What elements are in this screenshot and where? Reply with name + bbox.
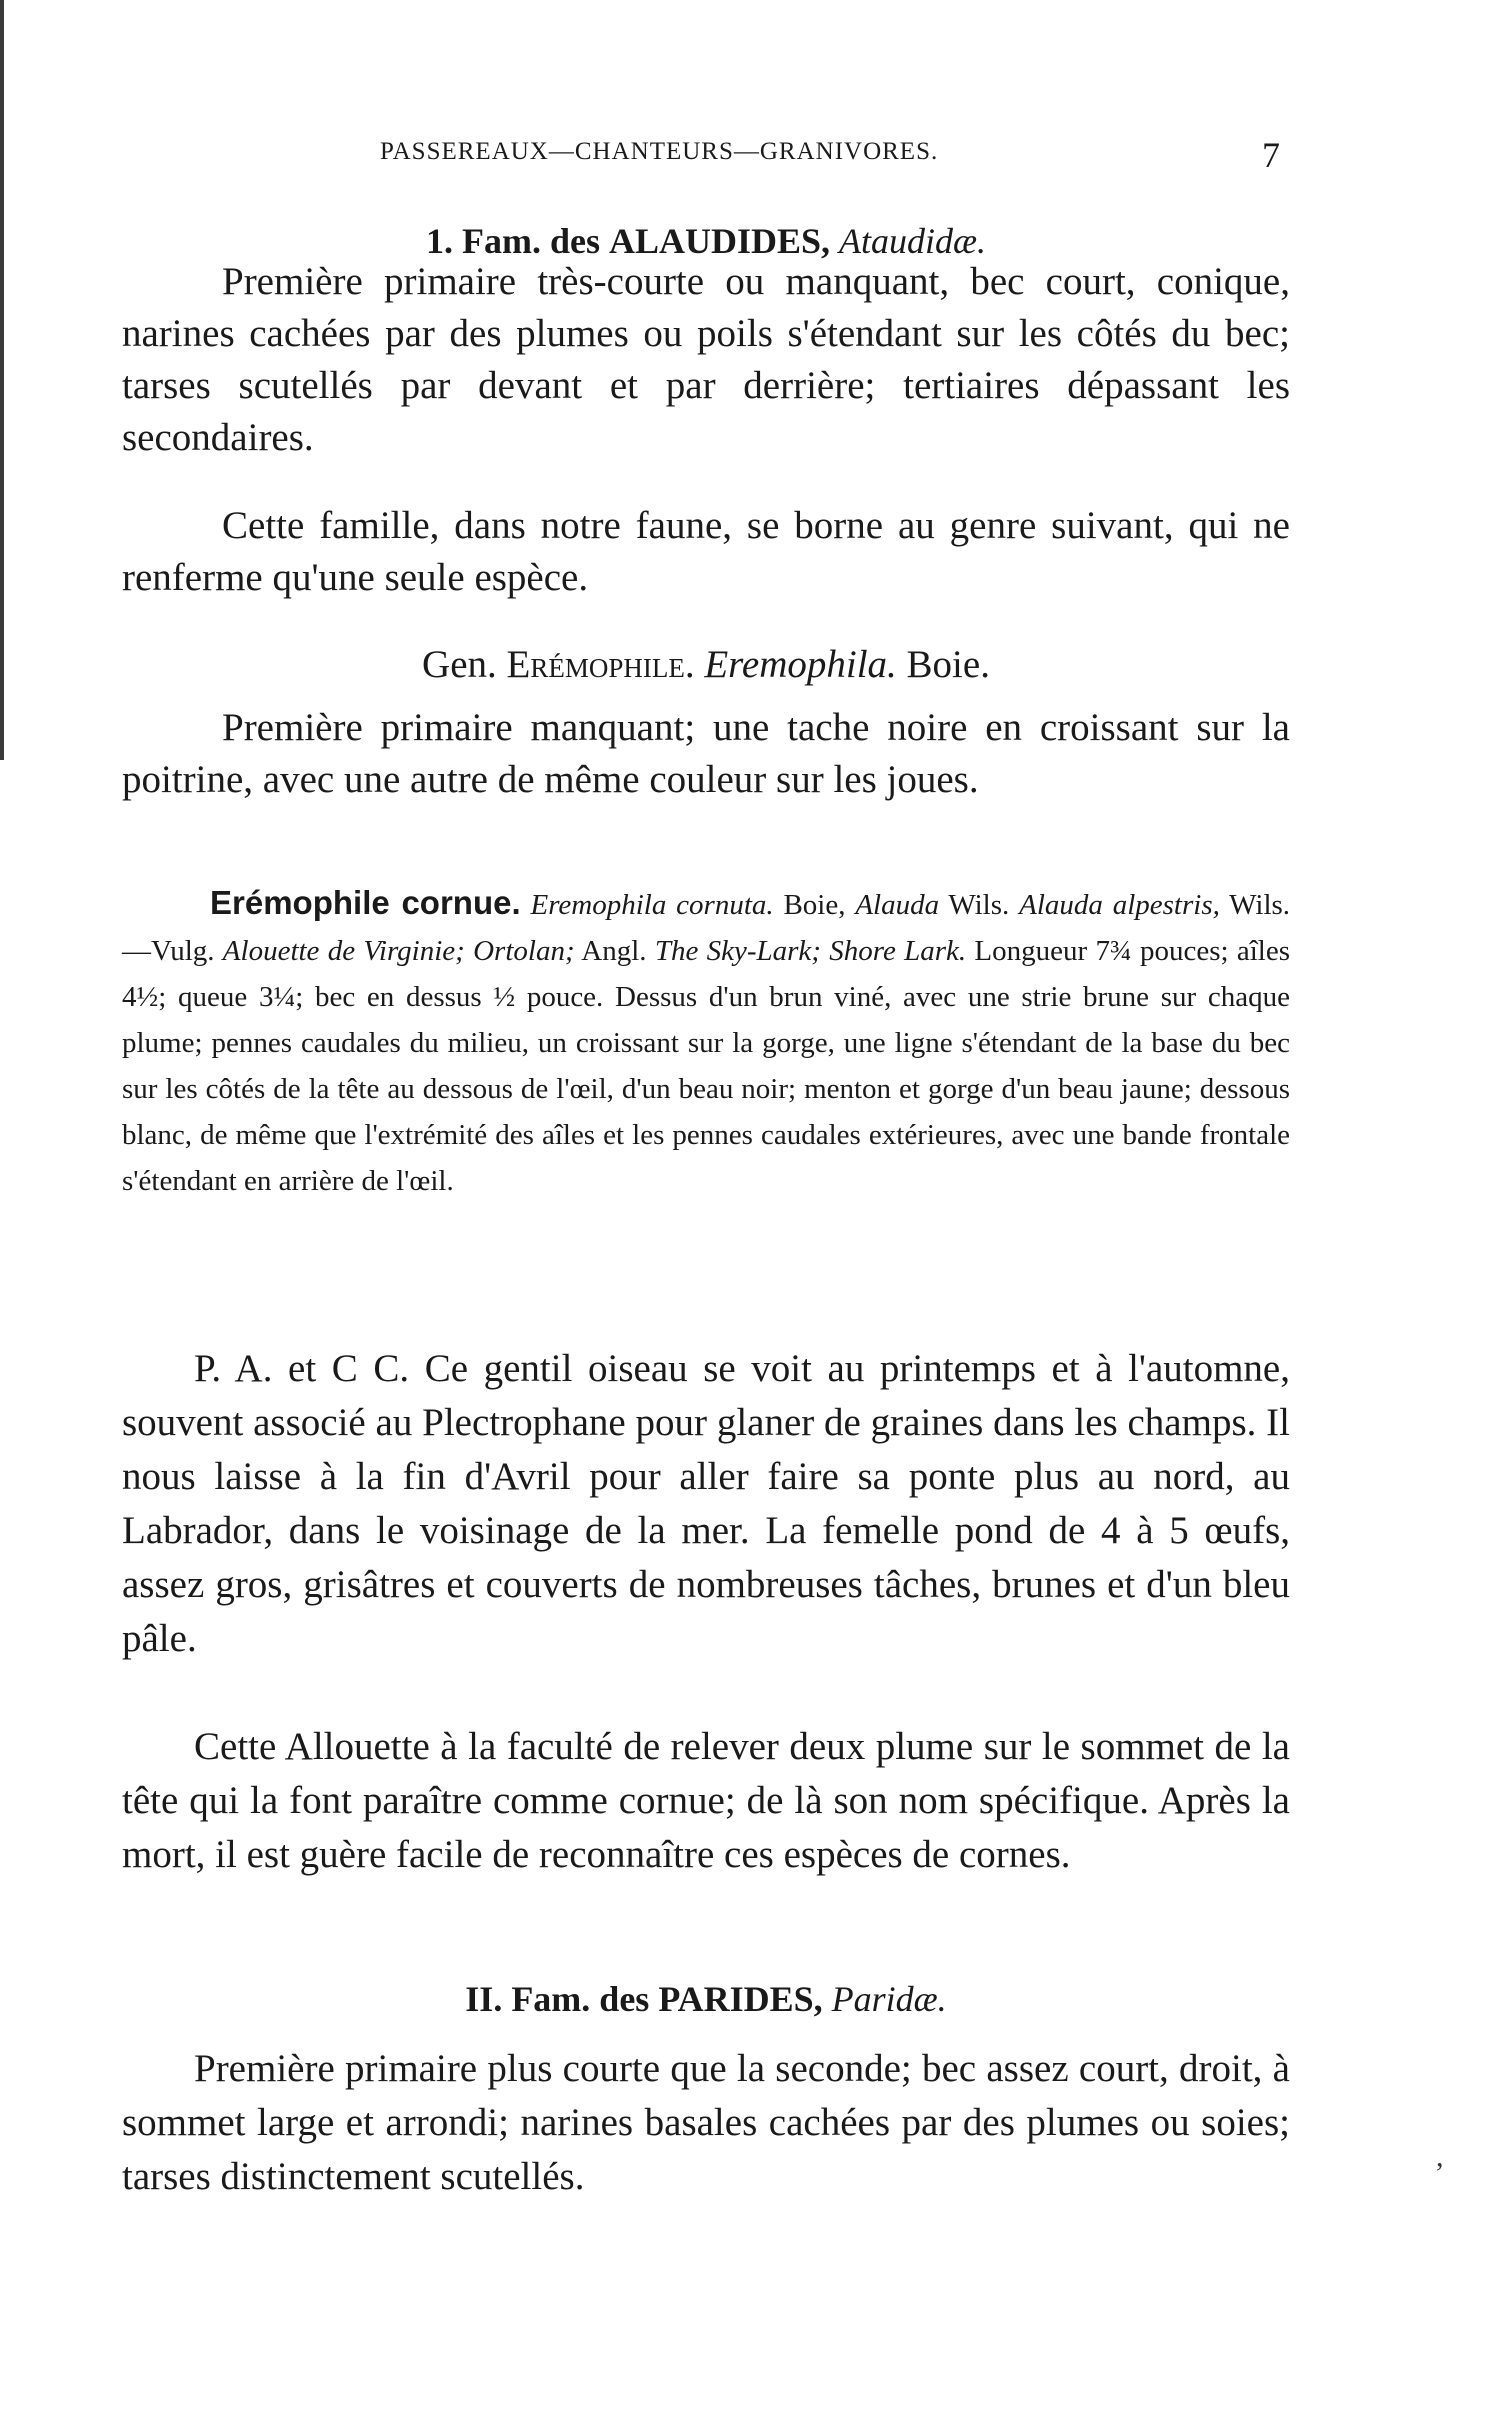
family-name-2: PARIDES, (658, 1979, 823, 2019)
paragraph-genus-description: Première primaire manquant; une tache noire en croissant sur la poitrine, avec une autre de même couleur sur les joues. (122, 706, 1290, 801)
section-heading-parides (122, 1978, 1290, 2020)
paragraph-habits: P. A. et C C. Ce gentil oiseau se voit au printemps et à l'automne, souvent associé au Plectrophane pour glaner de graines dans les champs. Il nous laisse à la fin d'Avril pour aller faire sa ponte plus au nord, au Labrador, dans le voisinage de la mer. La femelle pond de 4 à 5 œufs, assez gros, grisâtres et couverts de nombreuses tâches, brunes et d'un bleu pâle. (122, 1347, 1290, 1660)
family-latin: Ataudidæ. (839, 221, 987, 261)
species-description: Longueur 7¾ pouces; aîles 4½; queue 3¼; bec en dessus ½ pouce. Dessus d'un brun viné, avec une strie brune sur chaque plume; pennes caudales du milieu, un croissant sur la gorge, une ligne s'étendant de la base du bec sur les côtés de la tête au dessous de l'œil, d'un beau noir; menton et gorge d'un beau jaune; dessous blanc, de même que l'extrémité des aîles et les pennes caudales extérieures, avec une bande frontale s'étendant en arrière de l'œil. (122, 935, 1290, 1197)
section-number-2: II. Fam. (465, 1979, 591, 2019)
genus-name: Erémophile. (506, 643, 695, 686)
genus-author: Boie. (906, 643, 990, 686)
synonym-2-author: Wils.—Vulg. (122, 889, 1291, 967)
genus-heading (122, 642, 1290, 687)
family-name: ALAUDIDES, (608, 221, 831, 261)
section-des: des (599, 1979, 650, 2019)
vulgar-names: Alouette de Virginie; Ortolan; (222, 935, 575, 967)
synonym-1: Alauda (855, 889, 940, 921)
genus-prefix: Gen. (422, 643, 497, 686)
synonym-2: Alauda alpestris, (1019, 889, 1220, 921)
running-head: PASSEREAUX—CHANTEURS—GRANIVORES. (380, 138, 939, 165)
paragraph-parides-description: Première primaire plus courte que la seconde; bec assez court, droit, à sommet large et arrondi; narines basales cachées par des plumes ou soies; tarses distinctement scutellés. (122, 2047, 1290, 2198)
species-author: Boie, (783, 889, 846, 921)
paragraph-family-description: Première primaire très-courte ou manquant, bec court, conique, narines cachées par des plumes ou poils s'étendant sur les côtés du bec; tarses scutellés par devant et par derrière; tertiaires dépassant les secondaires. (122, 260, 1290, 459)
margin-mark: , (1436, 2140, 1444, 2173)
species-name: Erémophile cornue. (210, 884, 521, 921)
english-names: The Sky-Lark; Shore Lark. (654, 935, 967, 967)
section-number: 1. Fam. des (425, 221, 600, 261)
paragraph-horns: Cette Allouette à la faculté de relever deux plume sur le sommet de la tête qui la font paraître comme cornue; de là son nom spécifique. Après la mort, il est guère facile de reconnaître ces espèces de cornes. (122, 1725, 1290, 1876)
paragraph-family-genus-note: Cette famille, dans notre faune, se borne au genre suivant, qui ne renferme qu'une seule espèce. (122, 504, 1290, 599)
page-number: 7 (1262, 135, 1280, 175)
synonym-1-author: Wils. (948, 889, 1010, 921)
species-latin: Eremophila cornuta. (530, 889, 774, 921)
genus-latin: Eremophila. (704, 643, 897, 686)
family-latin-2: Paridæ. (831, 1979, 947, 2019)
species-entry (122, 880, 1290, 1204)
english-label: Angl. (581, 935, 647, 967)
scan-edge (0, 0, 4, 760)
